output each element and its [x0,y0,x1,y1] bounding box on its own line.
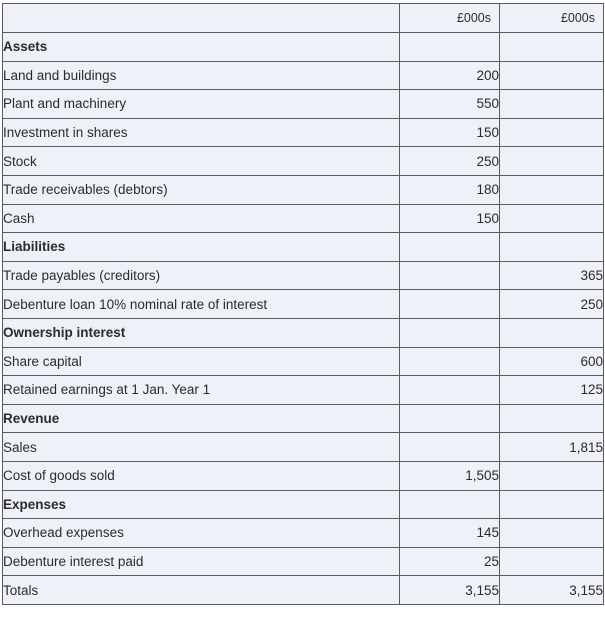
credit-cell: 365 [500,261,604,290]
debit-cell [400,290,500,319]
debit-cell: 1,505 [400,461,500,490]
row-label: Trade payables (creditors) [3,261,400,290]
debit-cell [400,233,500,262]
row-label: Retained earnings at 1 Jan. Year 1 [3,376,400,405]
debit-cell: 25 [400,547,500,576]
row-label: Trade receivables (debtors) [3,175,400,204]
table-row [3,547,604,576]
header-col1: £000s [400,4,500,33]
debit-cell: 200 [400,61,500,90]
row-label: Plant and machinery [3,90,400,119]
credit-cell [500,147,604,176]
credit-cell [500,90,604,119]
debit-cell [400,433,500,462]
section-label: Expenses [3,490,400,519]
debit-cell: 150 [400,118,500,147]
row-label: Overhead expenses [3,519,400,548]
table-row [3,147,604,176]
debit-cell [400,376,500,405]
debit-cell [400,33,500,62]
credit-cell [500,175,604,204]
row-label: Cash [3,204,400,233]
header-blank-cell [3,4,400,33]
debit-cell: 180 [400,175,500,204]
credit-cell [500,204,604,233]
credit-cell [500,547,604,576]
debit-cell [400,347,500,376]
credit-cell [500,318,604,347]
table-row [3,290,604,319]
table-row [3,61,604,90]
table-row [3,204,604,233]
trial-balance-table [2,3,604,605]
debit-cell [400,318,500,347]
row-label: Investment in shares [3,118,400,147]
table-header-row [3,4,604,33]
credit-cell: 250 [500,290,604,319]
credit-cell [500,233,604,262]
row-label: Debenture loan 10% nominal rate of interest [3,290,400,319]
header-col2: £000s [500,4,604,33]
section-header-row [3,490,604,519]
row-label: Sales [3,433,400,462]
table-row [3,461,604,490]
debit-cell: 550 [400,90,500,119]
table-row [3,376,604,405]
table-row [3,576,604,605]
table-row [3,433,604,462]
section-header-row [3,233,604,262]
credit-cell [500,61,604,90]
table-row [3,261,604,290]
debit-cell [400,490,500,519]
credit-cell [500,519,604,548]
section-label: Revenue [3,404,400,433]
credit-cell: 125 [500,376,604,405]
section-label: Liabilities [3,233,400,262]
credit-cell [500,490,604,519]
section-label: Ownership interest [3,318,400,347]
table-row [3,519,604,548]
row-label: Land and buildings [3,61,400,90]
debit-cell: 250 [400,147,500,176]
table-body [3,33,604,605]
row-label: Stock [3,147,400,176]
debit-cell [400,261,500,290]
row-label: Cost of goods sold [3,461,400,490]
debit-cell: 150 [400,204,500,233]
credit-cell: 3,155 [500,576,604,605]
section-header-row [3,404,604,433]
section-header-row [3,33,604,62]
credit-cell: 1,815 [500,433,604,462]
table-row [3,175,604,204]
row-label: Share capital [3,347,400,376]
section-label: Assets [3,33,400,62]
table-row [3,118,604,147]
table-row [3,90,604,119]
credit-cell [500,33,604,62]
credit-cell: 600 [500,347,604,376]
row-label: Debenture interest paid [3,547,400,576]
credit-cell [500,118,604,147]
debit-cell [400,404,500,433]
table-row [3,347,604,376]
debit-cell: 145 [400,519,500,548]
credit-cell [500,404,604,433]
debit-cell: 3,155 [400,576,500,605]
row-label: Totals [3,576,400,605]
credit-cell [500,461,604,490]
section-header-row [3,318,604,347]
